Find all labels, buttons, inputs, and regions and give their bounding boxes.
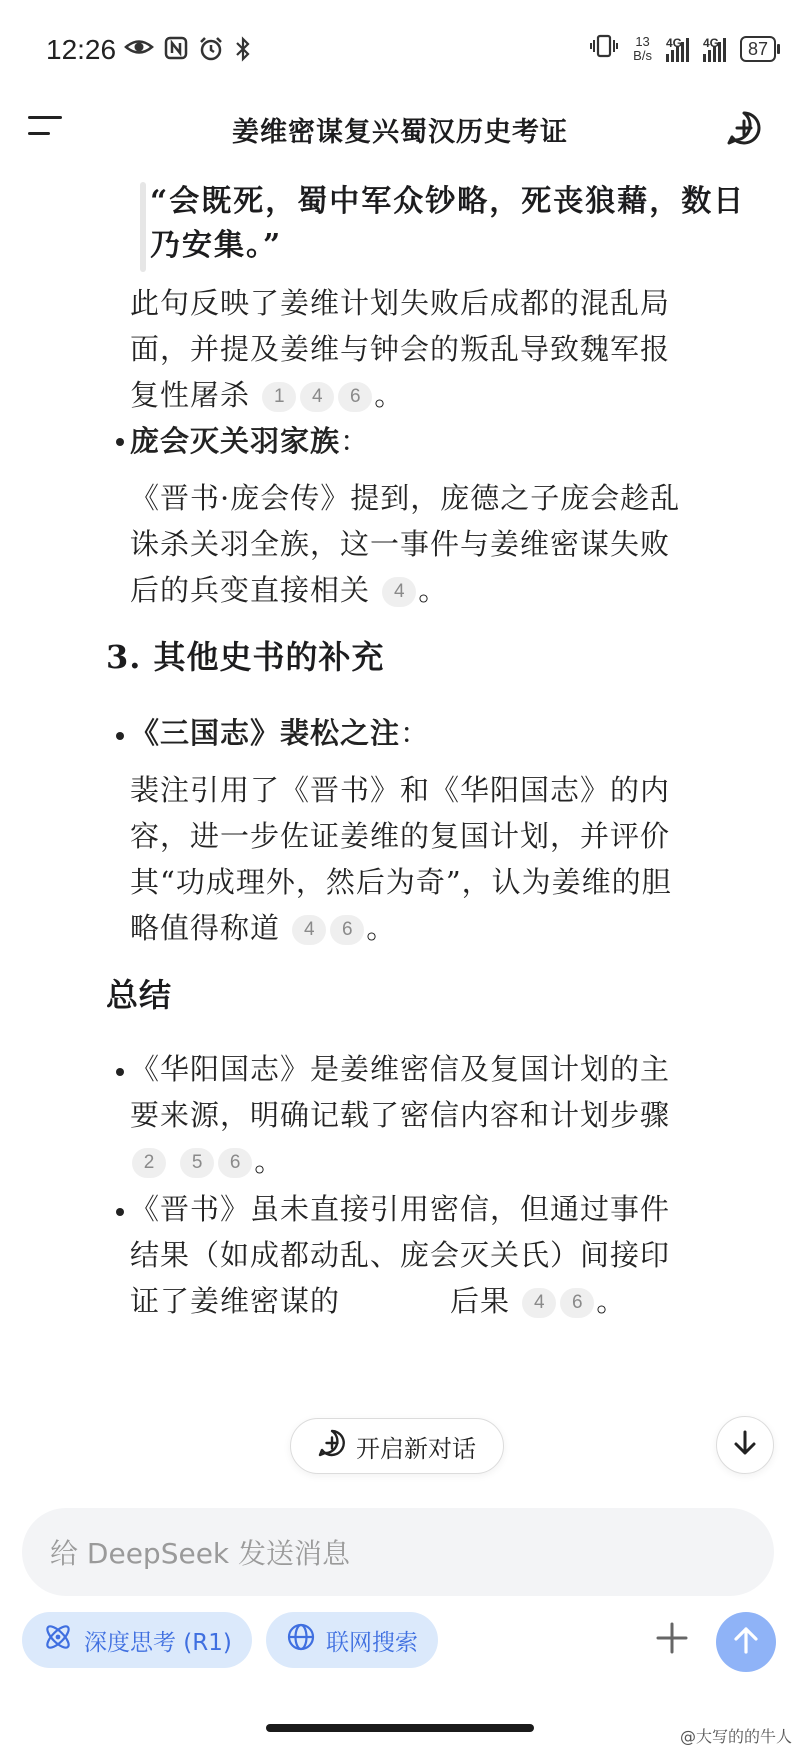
arrow-up-icon xyxy=(732,1625,760,1659)
bullet-dot xyxy=(116,1068,124,1076)
nfc-icon xyxy=(164,36,188,68)
battery-icon: 87 xyxy=(740,36,776,62)
arrow-down-icon xyxy=(732,1429,758,1461)
home-indicator[interactable] xyxy=(266,1724,534,1732)
paragraph-2: 《晋书·庞会传》提到，庞德之子庞会趁乱诛杀关羽全族，这一事件与姜维密谋失败后的兵变直接相关 4 。 xyxy=(130,481,681,607)
signal-2-icon: 4G xyxy=(703,36,726,62)
deep-think-toggle[interactable] xyxy=(22,1612,252,1668)
summary-heading: 总结 xyxy=(106,976,173,1014)
citation-badge[interactable]: 4 xyxy=(522,1288,556,1318)
paragraph-3: 裴注引用了《晋书》和《华阳国志》的内容，进一步佐证姜维的复国计划，并评价其“功成理外，然后为奇”，认为姜维的胆略值得称道 4 6 。 xyxy=(130,773,672,945)
attach-button[interactable] xyxy=(648,1616,696,1664)
citation-badge[interactable]: 1 xyxy=(262,382,296,412)
send-button[interactable] xyxy=(716,1612,776,1672)
status-time: 12:26 xyxy=(46,34,117,65)
paragraph-1: 此句反映了姜维计划失败后成都的混乱局面，并提及姜维与钟会的叛乱导致魏军报复性屠杀 1 4 6 。 xyxy=(130,286,671,412)
eye-icon xyxy=(124,36,154,68)
watermark: @大写的的牛人 xyxy=(679,1727,792,1746)
citation-badge[interactable]: 6 xyxy=(560,1288,594,1318)
plus-icon xyxy=(654,1620,690,1660)
signal-1-icon: 4G xyxy=(666,36,689,62)
scroll-down-button[interactable] xyxy=(716,1416,774,1474)
new-chat-icon xyxy=(318,1429,346,1463)
bullet-heading-1: 庞会灭关羽家族： xyxy=(130,424,371,458)
citation-badge[interactable]: 4 xyxy=(292,915,326,945)
bullet-heading-2: 《三国志》裴松之注： xyxy=(130,716,431,750)
alarm-icon xyxy=(198,36,224,68)
web-search-label: 联网搜索 xyxy=(326,1629,418,1656)
citation-badge[interactable]: 4 xyxy=(382,577,416,607)
network-speed: 13 B/s xyxy=(633,33,652,63)
vibrate-icon xyxy=(589,34,619,63)
deep-think-label: 深度思考 (R1) xyxy=(84,1629,232,1656)
citation-badge[interactable]: 6 xyxy=(338,382,372,412)
atom-icon xyxy=(42,1621,74,1659)
globe-icon xyxy=(286,1622,316,1658)
bluetooth-icon xyxy=(234,36,252,68)
blockquote-bar xyxy=(140,182,146,272)
citation-badge[interactable]: 6 xyxy=(218,1148,252,1178)
web-search-toggle[interactable] xyxy=(266,1612,438,1668)
summary-item-1: 《华阳国志》是姜维密信及复国计划的主要来源，明确记载了密信内容和计划步骤 2 5 6 。 xyxy=(130,1052,671,1178)
bullet-dot xyxy=(116,1208,124,1216)
citation-badge[interactable]: 2 xyxy=(132,1148,166,1178)
citation-badge[interactable]: 5 xyxy=(180,1148,214,1178)
citation-badge[interactable]: 6 xyxy=(330,915,364,945)
bullet-dot xyxy=(116,438,124,446)
message-input-container xyxy=(22,1508,774,1596)
blockquote: “会既死，蜀中军众钞略，死丧狼藉，数日乃安集。” xyxy=(150,184,746,263)
new-chat-icon[interactable] xyxy=(726,110,762,146)
new-chat-button[interactable] xyxy=(290,1418,504,1474)
message-input[interactable] xyxy=(48,1508,732,1598)
status-right-group xyxy=(589,34,776,63)
citation-badge[interactable]: 4 xyxy=(300,382,334,412)
bullet-dot xyxy=(116,732,124,740)
new-chat-label: 开启新对话 xyxy=(356,1434,476,1463)
section-heading: 3. 其他史书的补充 xyxy=(106,638,385,676)
summary-item-2: 《晋书》虽未直接引用密信，但通过事件结果（如成都动乱、庞会灭关氏）间接印证了姜维密谋的 后果 4 6 。 xyxy=(130,1192,671,1318)
status-icons xyxy=(124,36,252,68)
page-title: 姜维密谋复兴蜀汉历史考证 xyxy=(232,117,568,148)
